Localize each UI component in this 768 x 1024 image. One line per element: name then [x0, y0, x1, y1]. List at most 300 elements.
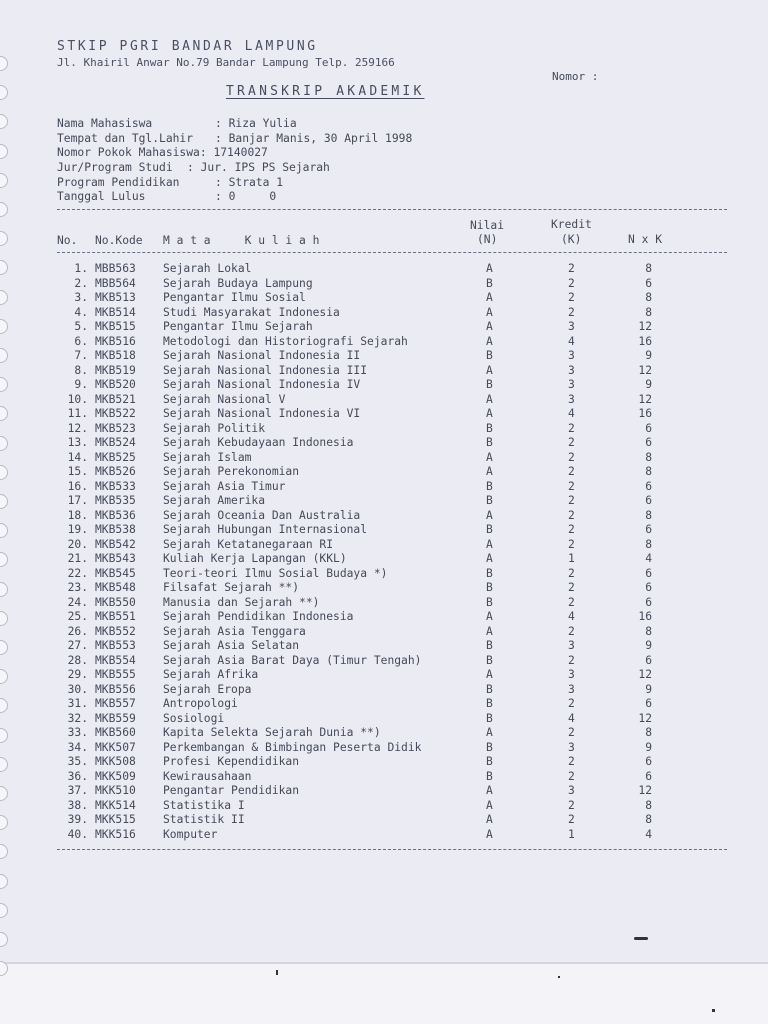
- course-weighted: 6: [645, 523, 652, 536]
- course-weighted: 6: [645, 769, 652, 783]
- info-value: [215, 117, 297, 130]
- course-number: 36.: [67, 769, 88, 783]
- course-row: [0, 770, 768, 785]
- info-label: Tempat dan Tgl.Lahir: [57, 131, 194, 145]
- course-credit: 2: [568, 262, 575, 275]
- course-weighted: 6: [645, 494, 652, 507]
- course-code: MKK516: [95, 827, 136, 841]
- course-number: 26.: [67, 624, 88, 638]
- course-weighted: 12: [638, 784, 652, 797]
- course-row: [0, 654, 768, 669]
- course-weighted: 6: [645, 697, 652, 710]
- course-credit: 3: [568, 363, 575, 377]
- course-number: 21.: [67, 552, 88, 565]
- course-number: 17.: [67, 494, 88, 507]
- course-code: MKB535: [95, 494, 136, 507]
- course-row: [0, 393, 768, 408]
- course-grade: B: [486, 581, 493, 594]
- info-value: [215, 176, 283, 189]
- course-number: 30.: [67, 682, 88, 696]
- course-weighted: 8: [645, 726, 652, 739]
- course-grade: A: [486, 334, 493, 348]
- course-weighted: 9: [645, 639, 652, 652]
- info-row: [57, 175, 284, 191]
- course-number: 33.: [67, 726, 88, 739]
- course-weighted: 9: [645, 349, 652, 362]
- course-weighted: 6: [645, 436, 652, 449]
- course-weighted: 9: [645, 682, 652, 696]
- course-number: 32.: [67, 711, 88, 725]
- course-number: 13.: [67, 436, 88, 449]
- course-name: Pengantar Ilmu Sejarah: [163, 320, 313, 333]
- course-credit: 2: [568, 813, 575, 826]
- header-nk: N x K: [628, 233, 663, 246]
- course-grade: A: [486, 798, 493, 812]
- course-row: [0, 436, 768, 451]
- nomor-label: Nomor :: [552, 70, 599, 83]
- course-grade: B: [486, 711, 493, 725]
- course-name: Sejarah Asia Barat Daya (Timur Tengah): [163, 653, 422, 667]
- course-weighted: 8: [645, 291, 652, 304]
- course-number: 40.: [67, 827, 88, 841]
- course-weighted: 12: [638, 392, 652, 406]
- course-code: MKK508: [95, 755, 136, 768]
- course-name: Manusia dan Sejarah **): [163, 595, 320, 609]
- info-row: [57, 131, 413, 147]
- course-number: 1.: [74, 262, 88, 275]
- course-credit: 2: [568, 276, 575, 290]
- course-grade: A: [486, 320, 493, 333]
- course-weighted: 12: [638, 711, 652, 725]
- course-weighted: 4: [645, 827, 652, 841]
- scan-background: [0, 964, 768, 1024]
- course-code: MKB521: [95, 392, 136, 406]
- info-value: [187, 161, 330, 174]
- course-row: [0, 480, 768, 495]
- info-row: [57, 161, 330, 176]
- course-row: [0, 581, 768, 596]
- course-code: MKB560: [95, 726, 136, 739]
- info-label: Nama Mahasiswa: [57, 117, 153, 130]
- course-number: 24.: [67, 595, 88, 609]
- course-row: [0, 451, 768, 466]
- info-label: [57, 146, 268, 159]
- header-kredit: Kredit: [551, 218, 592, 231]
- course-row: [0, 291, 768, 306]
- course-credit: 3: [568, 682, 575, 696]
- course-row: [0, 509, 768, 524]
- course-name: Kuliah Kerja Lapangan (KKL): [163, 552, 347, 565]
- course-name: Sejarah Kebudayaan Indonesia: [163, 436, 354, 449]
- course-number: 25.: [67, 610, 88, 623]
- course-number: 6.: [74, 334, 88, 348]
- course-credit: 2: [568, 581, 575, 594]
- info-separator: :: [199, 146, 207, 160]
- info-label: Tanggal Lulus: [57, 190, 146, 204]
- course-row: [0, 596, 768, 611]
- course-name: Sejarah Nasional V: [163, 392, 286, 406]
- course-name: Sejarah Oceania Dan Australia: [163, 508, 361, 522]
- course-name: Profesi Kependidikan: [163, 755, 300, 768]
- course-weighted: 8: [645, 465, 652, 478]
- course-weighted: 6: [645, 581, 652, 594]
- info-value: [215, 132, 412, 145]
- info-row: [57, 146, 268, 161]
- course-weighted: 12: [638, 363, 652, 377]
- info-label: Program Pendidikan: [57, 175, 180, 189]
- info-label-text: Nomor Pokok Mahasiswa: [57, 146, 200, 160]
- course-credit: 3: [568, 784, 575, 797]
- course-number: 2.: [74, 276, 88, 290]
- course-name: Sejarah Amerika: [163, 494, 266, 507]
- course-number: 7.: [74, 349, 88, 362]
- course-grade: B: [486, 740, 493, 754]
- course-credit: 2: [568, 465, 575, 478]
- info-text: 17140027: [213, 146, 268, 160]
- course-credit: 4: [568, 610, 575, 623]
- course-credit: 2: [568, 595, 575, 609]
- course-weighted: 8: [645, 798, 652, 812]
- course-weighted: 6: [645, 653, 652, 667]
- course-row: [0, 538, 768, 553]
- course-name: Filsafat Sejarah **): [163, 581, 300, 594]
- header-no: No.: [57, 234, 78, 247]
- course-name: Sejarah Afrika: [163, 668, 259, 681]
- course-number: 16.: [67, 479, 88, 493]
- speck-mark: [276, 970, 278, 975]
- course-row: [0, 639, 768, 654]
- course-grade: B: [486, 566, 493, 580]
- course-name: Kewirausahaan: [163, 769, 252, 783]
- course-code: MKB551: [95, 610, 136, 623]
- course-number: 27.: [67, 639, 88, 652]
- course-row: [0, 755, 768, 770]
- course-name: Statistika I: [163, 798, 245, 812]
- course-number: 20.: [67, 537, 88, 551]
- pen-mark: [634, 937, 648, 940]
- course-grade: A: [486, 552, 493, 565]
- course-row: [0, 262, 768, 277]
- course-credit: 2: [568, 291, 575, 304]
- course-code: MBB563: [95, 262, 136, 275]
- document-title: TRANSKRIP AKADEMIK: [226, 84, 425, 99]
- course-grade: B: [486, 276, 493, 290]
- course-code: MKB520: [95, 378, 136, 391]
- course-row: [0, 741, 768, 756]
- course-code: MKB557: [95, 697, 136, 710]
- course-number: 37.: [67, 784, 88, 797]
- course-grade: A: [486, 450, 493, 464]
- course-grade: A: [486, 392, 493, 406]
- course-grade: A: [486, 813, 493, 826]
- course-grade: B: [486, 479, 493, 493]
- course-grade: A: [486, 624, 493, 638]
- info-separator: :: [215, 175, 222, 189]
- course-grade: B: [486, 682, 493, 696]
- course-row: [0, 567, 768, 582]
- info-separator: :: [215, 131, 222, 145]
- course-row: [0, 422, 768, 437]
- course-credit: 3: [568, 320, 575, 333]
- info-separator: :: [187, 161, 194, 175]
- course-weighted: 8: [645, 262, 652, 275]
- course-row: [0, 697, 768, 712]
- course-grade: A: [486, 827, 493, 841]
- course-code: MKB519: [95, 363, 136, 377]
- course-number: 34.: [67, 740, 88, 754]
- course-grade: B: [486, 523, 493, 536]
- course-name: Sejarah Nasional Indonesia II: [163, 349, 361, 362]
- info-row: [57, 117, 297, 132]
- course-number: 15.: [67, 465, 88, 478]
- course-weighted: 9: [645, 378, 652, 391]
- course-name: Sejarah Pendidikan Indonesia: [163, 610, 354, 623]
- course-credit: 3: [568, 392, 575, 406]
- course-credit: 3: [568, 639, 575, 652]
- course-number: 35.: [67, 755, 88, 768]
- course-credit: 2: [568, 421, 575, 435]
- course-grade: B: [486, 378, 493, 391]
- course-credit: 2: [568, 697, 575, 710]
- course-credit: 2: [568, 755, 575, 768]
- course-grade: B: [486, 697, 493, 710]
- course-number: 28.: [67, 653, 88, 667]
- course-number: 38.: [67, 798, 88, 812]
- course-weighted: 6: [645, 755, 652, 768]
- course-name: Sejarah Asia Timur: [163, 479, 286, 493]
- course-name: Sejarah Perekonomian: [163, 465, 300, 478]
- course-name: Sejarah Islam: [163, 450, 252, 464]
- course-weighted: 6: [645, 421, 652, 435]
- course-code: MKB518: [95, 349, 136, 362]
- course-name: Sejarah Eropa: [163, 682, 252, 696]
- course-credit: 2: [568, 479, 575, 493]
- course-number: 39.: [67, 813, 88, 826]
- course-row: [0, 625, 768, 640]
- course-code: MKB555: [95, 668, 136, 681]
- info-text: Jur. IPS PS Sejarah: [200, 161, 330, 175]
- course-code: MKB553: [95, 639, 136, 652]
- divider-header: [57, 252, 727, 253]
- course-weighted: 6: [645, 595, 652, 609]
- course-credit: 2: [568, 450, 575, 464]
- course-credit: 2: [568, 769, 575, 783]
- course-name: Antropologi: [163, 697, 238, 710]
- course-row: [0, 320, 768, 335]
- course-credit: 4: [568, 711, 575, 725]
- course-number: 12.: [67, 421, 88, 435]
- course-credit: 2: [568, 305, 575, 319]
- course-credit: 3: [568, 668, 575, 681]
- course-number: 29.: [67, 668, 88, 681]
- course-number: 23.: [67, 581, 88, 594]
- course-name: Sejarah Budaya Lampung: [163, 276, 313, 290]
- course-code: MKB543: [95, 552, 136, 565]
- course-row: [0, 828, 768, 843]
- course-name: Studi Masyarakat Indonesia: [163, 305, 340, 319]
- course-code: MKB550: [95, 595, 136, 609]
- speck-mark: [558, 976, 560, 978]
- course-row: [0, 683, 768, 698]
- course-row: [0, 364, 768, 379]
- course-number: 5.: [74, 320, 88, 333]
- course-grade: B: [486, 653, 493, 667]
- course-grade: A: [486, 465, 493, 478]
- course-name: Sejarah Politik: [163, 421, 266, 435]
- course-name: Sosiologi: [163, 711, 225, 725]
- course-code: MKB559: [95, 711, 136, 725]
- divider-top: [57, 209, 727, 210]
- course-code: MKB556: [95, 682, 136, 696]
- course-credit: 1: [568, 827, 575, 841]
- course-number: 11.: [67, 407, 88, 420]
- course-credit: 2: [568, 436, 575, 449]
- course-grade: A: [486, 363, 493, 377]
- course-grade: A: [486, 508, 493, 522]
- course-row: [0, 349, 768, 364]
- info-separator: :: [215, 190, 222, 204]
- course-credit: 2: [568, 726, 575, 739]
- course-name: Perkembangan & Bimbingan Peserta Didik: [163, 740, 422, 754]
- course-grade: A: [486, 668, 493, 681]
- course-grade: A: [486, 784, 493, 797]
- course-grade: A: [486, 537, 493, 551]
- course-grade: B: [486, 769, 493, 783]
- info-text: 0 0: [228, 190, 277, 204]
- course-code: MKB533: [95, 479, 136, 493]
- course-row: [0, 712, 768, 727]
- course-code: MKB526: [95, 465, 136, 478]
- course-credit: 2: [568, 537, 575, 551]
- course-weighted: 8: [645, 305, 652, 319]
- course-code: MKK507: [95, 740, 136, 754]
- course-credit: 3: [568, 349, 575, 362]
- course-grade: A: [486, 610, 493, 623]
- course-weighted: 16: [638, 610, 652, 623]
- course-code: MKB538: [95, 523, 136, 536]
- course-credit: 3: [568, 378, 575, 391]
- course-grade: A: [486, 305, 493, 319]
- course-name: Sejarah Lokal: [163, 262, 252, 275]
- course-name: Sejarah Hubungan Internasional: [163, 523, 368, 536]
- course-number: 8.: [74, 363, 88, 377]
- course-row: [0, 784, 768, 799]
- course-weighted: 16: [638, 407, 652, 420]
- course-name: Pengantar Ilmu Sosial: [163, 291, 306, 304]
- speck-mark: [712, 1009, 715, 1012]
- header-kode: No.Kode: [95, 234, 143, 247]
- course-number: 31.: [67, 697, 88, 710]
- header-nilai-n: (N): [477, 233, 498, 246]
- course-weighted: 16: [638, 334, 652, 348]
- course-row: [0, 610, 768, 625]
- info-label: Jur/Program Studi: [57, 161, 173, 175]
- course-weighted: 6: [645, 479, 652, 493]
- course-name: Sejarah Nasional Indonesia IV: [163, 378, 361, 391]
- info-row: [57, 190, 277, 205]
- course-name: Statistik II: [163, 813, 245, 826]
- header-matakuliah: M a t a K u l i a h: [163, 234, 320, 247]
- course-grade: B: [486, 349, 493, 362]
- course-code: MKB542: [95, 537, 136, 551]
- course-weighted: 6: [645, 276, 652, 290]
- course-code: MKB523: [95, 421, 136, 435]
- course-code: MKK515: [95, 813, 136, 826]
- course-row: [0, 465, 768, 480]
- course-grade: B: [486, 639, 493, 652]
- course-row: [0, 407, 768, 422]
- course-grade: B: [486, 494, 493, 507]
- course-weighted: 9: [645, 740, 652, 754]
- course-grade: B: [486, 421, 493, 435]
- course-credit: 2: [568, 566, 575, 580]
- course-code: MKB514: [95, 305, 136, 319]
- course-weighted: 12: [638, 320, 652, 333]
- course-row: [0, 799, 768, 814]
- course-name: Sejarah Asia Tenggara: [163, 624, 306, 638]
- course-number: 4.: [74, 305, 88, 319]
- course-code: MKB554: [95, 653, 136, 667]
- course-row: [0, 335, 768, 350]
- info-text: Banjar Manis, 30 April 1998: [228, 131, 413, 145]
- course-name: Pengantar Pendidikan: [163, 784, 300, 797]
- course-number: 19.: [67, 523, 88, 536]
- course-code: MKB552: [95, 624, 136, 638]
- course-code: MKB545: [95, 566, 136, 580]
- course-row: [0, 726, 768, 741]
- course-code: MKB522: [95, 407, 136, 420]
- course-code: MBB564: [95, 276, 136, 290]
- course-row: [0, 494, 768, 509]
- student-info: [57, 117, 413, 205]
- course-row: [0, 378, 768, 393]
- course-credit: 3: [568, 740, 575, 754]
- info-text: Strata 1: [228, 175, 284, 189]
- course-code: MKB515: [95, 320, 136, 333]
- course-number: 14.: [67, 450, 88, 464]
- course-code: MKB548: [95, 581, 136, 594]
- course-number: 10.: [67, 392, 88, 406]
- course-grade: A: [486, 262, 493, 275]
- course-name: Sejarah Nasional Indonesia III: [163, 363, 368, 377]
- info-separator: :: [215, 117, 222, 130]
- course-credit: 2: [568, 494, 575, 507]
- course-number: 3.: [74, 291, 88, 304]
- course-code: MKK514: [95, 798, 136, 812]
- course-grade: B: [486, 436, 493, 449]
- course-weighted: 8: [645, 537, 652, 551]
- course-credit: 4: [568, 334, 575, 348]
- course-weighted: 12: [638, 668, 652, 681]
- course-row: [0, 813, 768, 828]
- course-row: [0, 552, 768, 567]
- course-weighted: 6: [645, 566, 652, 580]
- header-nilai: Nilai: [470, 219, 505, 232]
- divider-bottom: [57, 849, 727, 850]
- course-grade: A: [486, 407, 493, 420]
- course-credit: 2: [568, 523, 575, 536]
- course-credit: 1: [568, 552, 575, 565]
- course-number: 18.: [67, 508, 88, 522]
- course-code: MKB513: [95, 291, 136, 304]
- course-name: Sejarah Ketatanegaraan RI: [163, 537, 334, 551]
- course-name: Kapita Selekta Sejarah Dunia **): [163, 726, 381, 739]
- course-code: MKK509: [95, 769, 136, 783]
- course-weighted: 8: [645, 450, 652, 464]
- course-row: [0, 523, 768, 538]
- course-code: MKK510: [95, 784, 136, 797]
- course-grade: A: [486, 291, 493, 304]
